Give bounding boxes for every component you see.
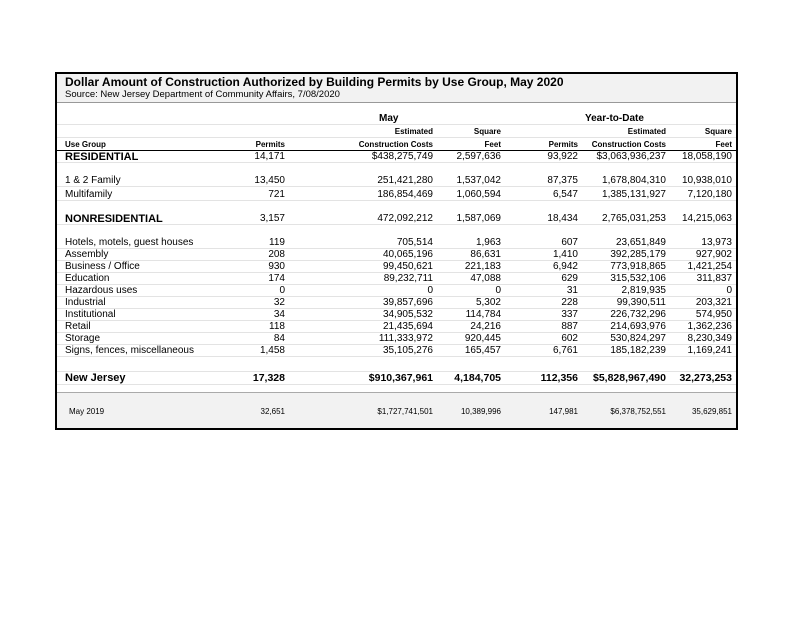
cell-permits: 119: [269, 237, 285, 248]
cell-sqft: 114,784: [465, 309, 501, 320]
header-use-group: Use Group: [65, 140, 106, 149]
cell-ytd-sqft: 10,938,010: [681, 175, 732, 186]
table-row: [57, 285, 736, 297]
cell-permits: 32: [273, 297, 285, 308]
row-label: NONRESIDENTIAL: [65, 213, 163, 225]
cell-sqft: 2,597,636: [456, 151, 501, 162]
cell-permits: 3,157: [259, 213, 285, 224]
header-square-may: Square: [473, 127, 501, 136]
cell-cost: $910,367,961: [368, 372, 433, 384]
cell-ytd-sqft: 203,321: [695, 297, 732, 308]
row-label: Signs, fences, miscellaneous: [65, 345, 194, 356]
cell-sqft: 920,445: [464, 333, 501, 344]
header-estimated-may: Estimated: [394, 127, 433, 136]
cell-ytd-sqft: 1,362,236: [687, 321, 732, 332]
cell-ytd-cost: 392,285,179: [610, 249, 666, 260]
cell-permits: 930: [268, 261, 285, 272]
table-row: [57, 213, 736, 225]
footer-label: May 2019: [69, 407, 105, 416]
cell-ytd-sqft: 574,950: [695, 309, 732, 320]
cell-ytd-sqft: 1,169,241: [687, 345, 732, 356]
cell-ytd-cost: 773,918,865: [610, 261, 666, 272]
cell-ytd-cost: 2,765,031,253: [602, 213, 666, 224]
row-label: Retail: [65, 321, 91, 332]
table-row: [57, 309, 736, 321]
cell-ytd-sqft: 1,421,254: [687, 261, 732, 272]
row-label: Storage: [65, 333, 101, 344]
cell-ytd-sqft: 32,273,253: [679, 372, 732, 384]
header-estimated-ytd: Estimated: [627, 127, 666, 136]
cell-sqft: 47,088: [470, 273, 501, 284]
cell-sqft: 86,631: [470, 249, 501, 260]
report-title: Dollar Amount of Construction Authorized by Building Permits by Use Group, May 2020: [65, 75, 564, 89]
report-table-frame: [55, 72, 738, 430]
cell-sqft: 1,537,042: [456, 175, 501, 186]
cell-ytd-sqft: 14,215,063: [681, 213, 732, 224]
cell-cost: 89,232,711: [383, 273, 433, 284]
cell-ytd-sqft: 13,973: [701, 237, 732, 248]
cell-cost: 186,854,469: [377, 189, 433, 200]
header-permits-may: Permits: [255, 140, 285, 149]
cell-ytd-permits: 337: [561, 309, 578, 320]
header-ytd: Year-to-Date: [585, 113, 644, 124]
header-costs-ytd: Construction Costs: [591, 140, 666, 149]
cell-ytd-permits: 31: [566, 285, 578, 296]
cell-ytd-cost: $3,063,936,237: [596, 151, 666, 162]
cell-permits: 208: [268, 249, 285, 260]
cell-permits: 721: [268, 189, 285, 200]
row-label: 1 & 2 Family: [65, 175, 121, 186]
cell-permits: 118: [269, 321, 285, 332]
cell-sqft: 1,587,069: [456, 213, 501, 224]
footer-sqft: 10,389,996: [460, 407, 501, 416]
table-row: [57, 151, 736, 163]
cell-cost: 99,450,621: [382, 261, 433, 272]
cell-cost: 21,435,694: [382, 321, 433, 332]
cell-ytd-permits: 629: [561, 273, 578, 284]
footer-cost: $1,727,741,501: [377, 407, 433, 416]
row-label: Institutional: [65, 309, 116, 320]
cell-ytd-sqft: 18,058,190: [681, 151, 732, 162]
header-feet-ytd: Feet: [715, 140, 732, 149]
cell-ytd-permits: 6,761: [552, 345, 578, 356]
cell-ytd-permits: 18,434: [547, 213, 578, 224]
row-label: New Jersey: [65, 372, 126, 384]
cell-ytd-cost: 226,732,296: [610, 309, 666, 320]
row-label: Multifamily: [65, 189, 113, 200]
footer-ytd-cost: $6,378,752,551: [610, 407, 666, 416]
cell-ytd-permits: 602: [561, 333, 578, 344]
table-row: [57, 189, 736, 201]
cell-ytd-cost: 1,385,131,927: [602, 189, 666, 200]
cell-sqft: 221,183: [464, 261, 501, 272]
row-label: RESIDENTIAL: [65, 151, 139, 163]
cell-permits: 84: [273, 333, 285, 344]
table-row: [57, 345, 736, 357]
cell-ytd-permits: 112,356: [540, 372, 578, 384]
cell-ytd-sqft: 0: [726, 285, 732, 296]
cell-permits: 1,458: [259, 345, 285, 356]
cell-ytd-cost: 214,693,976: [610, 321, 666, 332]
cell-sqft: 5,302: [475, 297, 501, 308]
cell-cost: 35,105,276: [382, 345, 433, 356]
cell-ytd-cost: 2,819,935: [621, 285, 666, 296]
table-row: [57, 249, 736, 261]
title-block: [57, 74, 736, 103]
cell-ytd-permits: 228: [561, 297, 578, 308]
footer-row: [57, 392, 736, 428]
row-label: Assembly: [65, 249, 109, 260]
row-label: Business / Office: [65, 261, 140, 272]
header-square-ytd: Square: [704, 127, 732, 136]
cell-ytd-cost: 99,390,511: [616, 297, 666, 308]
cell-permits: 174: [268, 273, 285, 284]
table-row: [57, 261, 736, 273]
table-row: [57, 175, 736, 187]
cell-ytd-sqft: 7,120,180: [687, 189, 732, 200]
footer-permits: 32,651: [260, 407, 285, 416]
cell-cost: 472,092,212: [377, 213, 433, 224]
cell-ytd-sqft: 927,902: [695, 249, 732, 260]
cell-sqft: 4,184,705: [454, 372, 501, 384]
header-row-groups: [57, 113, 736, 125]
header-row-1: [57, 126, 736, 138]
header-costs-may: Construction Costs: [358, 140, 433, 149]
cell-sqft: 1,963: [475, 237, 501, 248]
cell-cost: 251,421,280: [377, 175, 433, 186]
row-label: Hazardous uses: [65, 285, 138, 296]
cell-ytd-cost: 23,651,849: [615, 237, 666, 248]
cell-ytd-permits: 87,375: [547, 175, 578, 186]
table-row: [57, 321, 736, 333]
cell-cost: 111,333,972: [378, 333, 433, 344]
table-row: [57, 237, 736, 249]
cell-ytd-permits: 6,547: [552, 189, 578, 200]
cell-ytd-permits: 1,410: [552, 249, 578, 260]
cell-sqft: 1,060,594: [456, 189, 501, 200]
row-label: Hotels, motels, guest houses: [65, 237, 194, 248]
cell-ytd-cost: $5,828,967,490: [593, 372, 666, 384]
row-label: Education: [65, 273, 110, 284]
cell-ytd-cost: 1,678,804,310: [602, 175, 666, 186]
cell-cost: 0: [427, 285, 433, 296]
cell-cost: 705,514: [396, 237, 433, 248]
header-may: May: [379, 113, 399, 124]
table-row: [57, 297, 736, 309]
cell-ytd-cost: 530,824,297: [610, 333, 666, 344]
cell-permits: 13,450: [254, 175, 285, 186]
cell-permits: 34: [273, 309, 285, 320]
cell-sqft: 0: [495, 285, 501, 296]
cell-ytd-cost: 185,182,239: [610, 345, 666, 356]
report-source: Source: New Jersey Department of Community Affairs, 7/08/2020: [65, 89, 340, 100]
cell-ytd-permits: 607: [561, 237, 578, 248]
table-row: [57, 371, 736, 385]
header-permits-ytd: Permits: [548, 140, 578, 149]
footer-ytd-sqft: 35,629,851: [691, 407, 732, 416]
cell-cost: 34,905,532: [382, 309, 433, 320]
cell-cost: 39,857,696: [382, 297, 433, 308]
cell-permits: 0: [279, 285, 285, 296]
header-row-2: [57, 139, 736, 151]
cell-ytd-sqft: 311,837: [696, 273, 732, 284]
table-row: [57, 273, 736, 285]
cell-ytd-permits: 93,922: [547, 151, 578, 162]
cell-permits: 17,328: [252, 372, 285, 384]
cell-cost: $438,275,749: [371, 151, 433, 162]
cell-cost: 40,065,196: [382, 249, 433, 260]
cell-ytd-cost: 315,532,106: [610, 273, 666, 284]
cell-ytd-permits: 887: [561, 321, 578, 332]
cell-ytd-sqft: 8,230,349: [687, 333, 732, 344]
cell-permits: 14,171: [254, 151, 285, 162]
footer-ytd-permits: 147,981: [549, 407, 578, 416]
table-row: [57, 333, 736, 345]
row-label: Industrial: [65, 297, 106, 308]
header-feet-may: Feet: [484, 140, 501, 149]
cell-sqft: 165,457: [464, 345, 501, 356]
cell-ytd-permits: 6,942: [552, 261, 578, 272]
cell-sqft: 24,216: [470, 321, 501, 332]
